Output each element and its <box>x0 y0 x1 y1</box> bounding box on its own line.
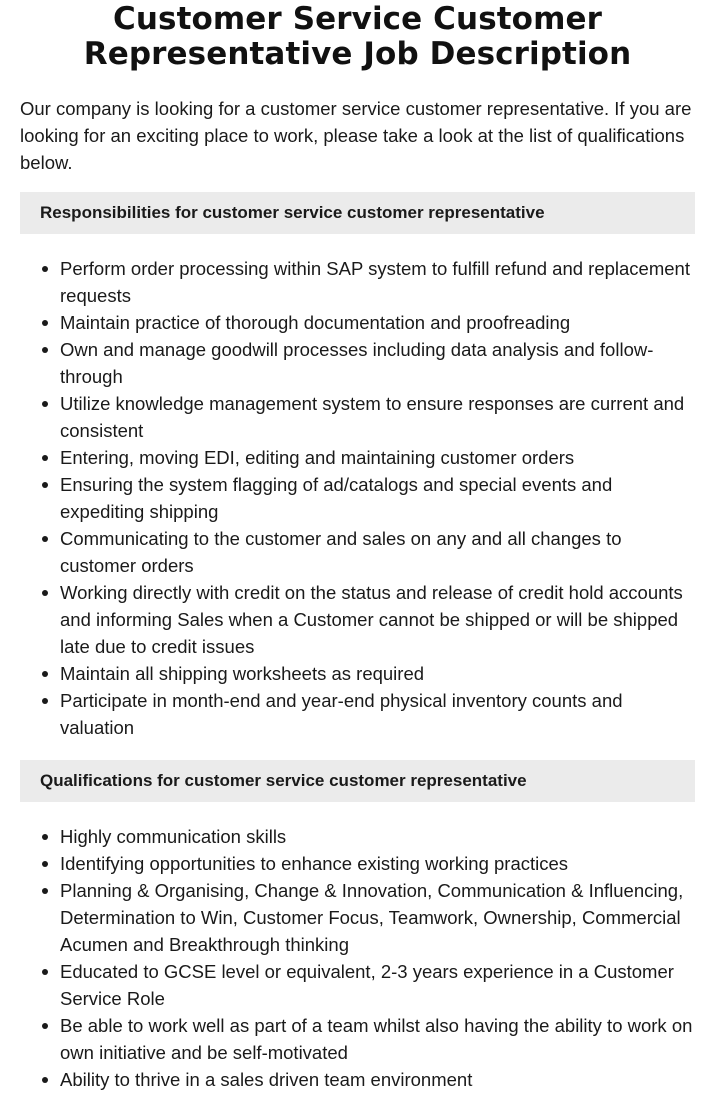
list-item: Maintain practice of thorough documentation and proofreading <box>60 309 695 336</box>
responsibilities-list <box>20 255 695 741</box>
list-item: Perform order processing within SAP system to fulfill refund and replacement requests <box>60 255 695 309</box>
list-item: Utilize knowledge management system to ensure responses are current and consistent <box>60 390 695 444</box>
list-item: Ability to thrive in a sales driven team environment <box>60 1066 695 1093</box>
list-item: Educated to GCSE level or equivalent, 2-3 years experience in a Customer Service Role <box>60 958 695 1012</box>
list-item: Participate in month-end and year-end physical inventory counts and valuation <box>60 687 695 741</box>
intro-paragraph: Our company is looking for a customer service customer representative. If you are looking for an exciting place to work, please take a look at the list of qualifications below. <box>20 98 692 173</box>
qualifications-list <box>20 823 695 1093</box>
list-item: Maintain all shipping worksheets as required <box>60 660 695 687</box>
list-item: Communicating to the customer and sales on any and all changes to customer orders <box>60 525 695 579</box>
list-item: Own and manage goodwill processes including data analysis and follow-through <box>60 336 695 390</box>
list-item: Highly communication skills <box>60 823 695 850</box>
list-item: Entering, moving EDI, editing and maintaining customer orders <box>60 444 695 471</box>
page-title: Customer Service Customer Representative Job Description <box>83 1 632 72</box>
list-item: Planning & Organising, Change & Innovation, Communication & Influencing, Determination to Win, Customer Focus, Teamwork, Ownership, Commercial Acumen and Breakthrough thinking <box>60 877 695 958</box>
responsibilities-heading: Responsibilities for customer service customer representative <box>20 192 695 234</box>
list-item: Identifying opportunities to enhance existing working practices <box>60 850 695 877</box>
qualifications-heading: Qualifications for customer service customer representative <box>20 760 695 802</box>
list-item: Be able to work well as part of a team whilst also having the ability to work on own initiative and be self-motivated <box>60 1012 695 1066</box>
list-item: Working directly with credit on the status and release of credit hold accounts and informing Sales when a Customer cannot be shipped or will be shipped late due to credit issues <box>60 579 695 660</box>
list-item: Ensuring the system flagging of ad/catalogs and special events and expediting shipping <box>60 471 695 525</box>
